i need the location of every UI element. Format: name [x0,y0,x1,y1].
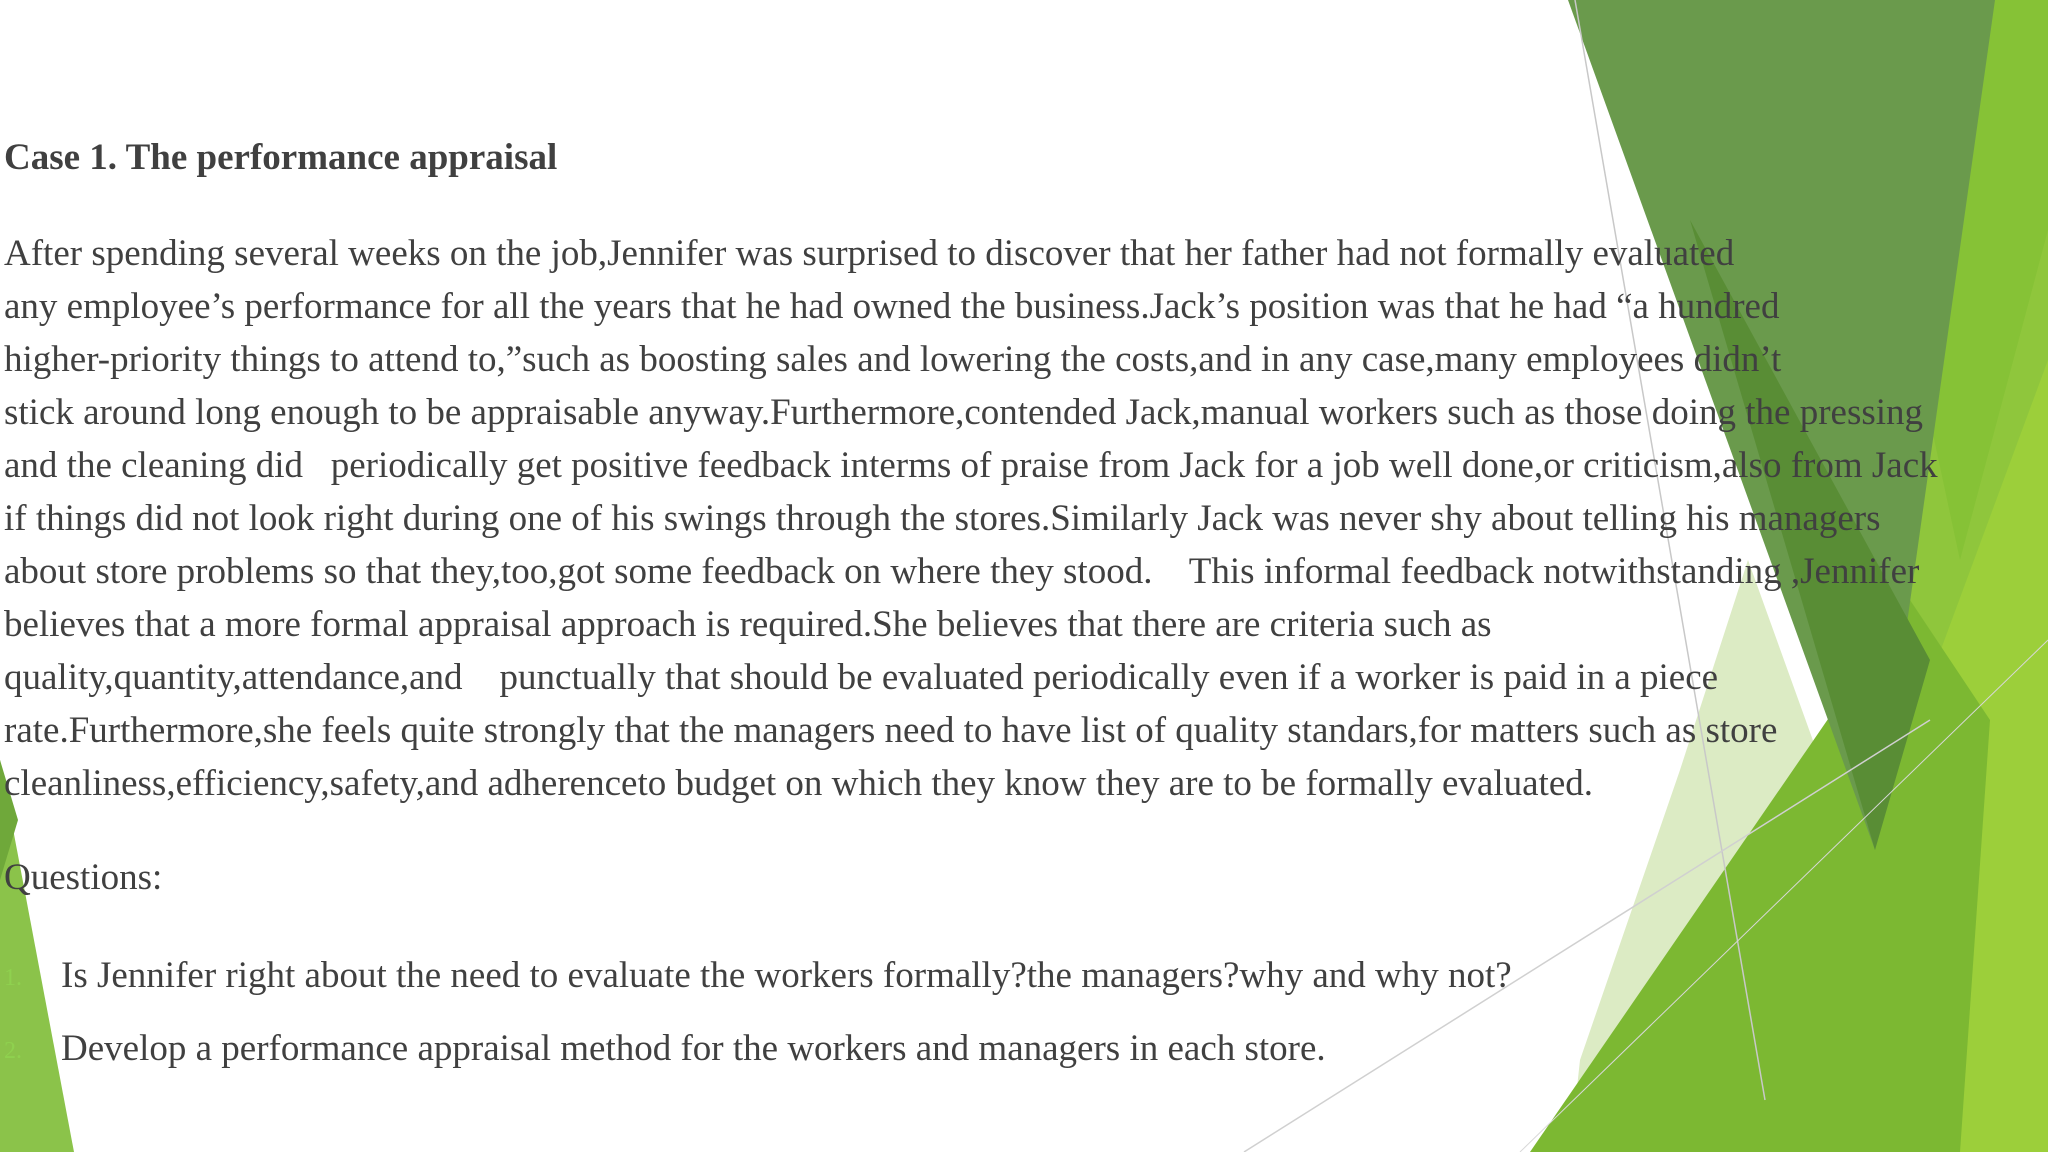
body-line-9: quality,quantity,attendance,and punctually that should be evaluated periodically even if a worker is paid in a piece [4,657,1719,698]
question-item-2 [0,1027,2000,1077]
body-line-2: any employee’s performance for all the years that he had owned the business.Jack’s position was that he had “a hundred [4,286,1780,327]
slide-title: Case 1. The performance appraisal [4,137,558,178]
body-line-11: cleanliness,efficiency,safety,and adherenceto budget on which they know they are to be formally evaluated. [4,763,1593,804]
body-line-4: stick around long enough to be appraisable anyway.Furthermore,contended Jack,manual workers such as those doing the pressing [4,392,1924,433]
body-line-8: believes that a more formal appraisal approach is required.She believes that there are criteria such as [4,604,1492,645]
question-number-2: 2. [4,1038,22,1064]
body-line-10: rate.Furthermore,she feels quite strongly that the managers need to have list of quality standars,for matters such as store [4,710,1778,751]
question-text-2: Develop a performance appraisal method for the workers and managers in each store. [61,1028,1326,1069]
body-line-1: After spending several weeks on the job,Jennifer was surprised to discover that her father had not formally evaluated [4,233,1735,274]
question-text-1: Is Jennifer right about the need to evaluate the workers formally?the managers?why and why not? [61,955,1512,996]
question-item-1 [0,954,2000,1004]
body-line-6: if things did not look right during one of his swings through the stores.Similarly Jack was never shy about telling his managers [4,498,1881,539]
body-line-3: higher-priority things to attend to,”such as boosting sales and lowering the costs,and in any case,many employees didn’t [4,339,1782,380]
body-line-5: and the cleaning did periodically get positive feedback interms of praise from Jack for a job well done,or criticism,also from Jack [4,445,1938,486]
question-number-1: 1. [4,965,22,991]
body-line-7: about store problems so that they,too,got some feedback on where they stood. This informal feedback notwithstanding ,Jennifer [4,551,1920,592]
questions-heading: Questions: [4,857,163,898]
